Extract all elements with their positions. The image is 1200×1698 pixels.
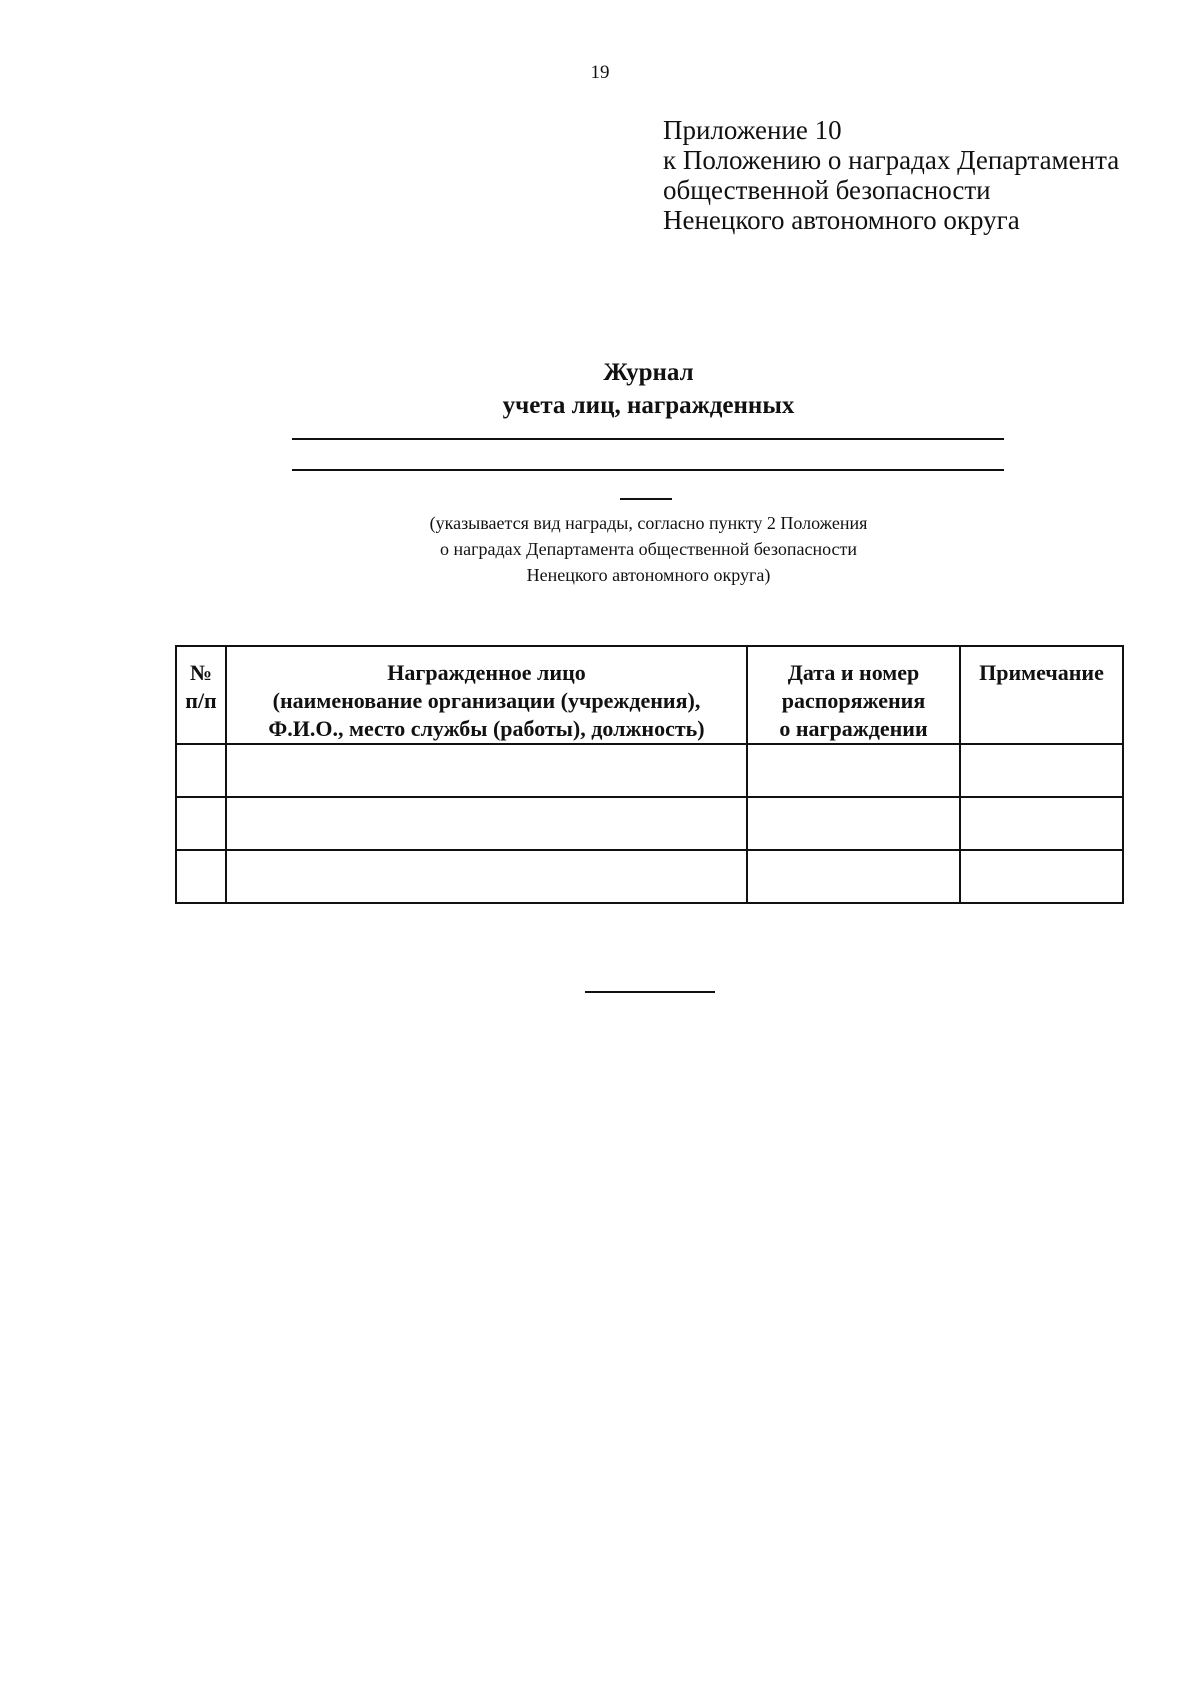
end-divider xyxy=(585,991,715,993)
award-type-hint xyxy=(290,510,1007,588)
table-row xyxy=(176,850,1123,903)
table-row xyxy=(176,744,1123,797)
hint-line: (указывается вид награды, согласно пункту 2 Положения xyxy=(429,513,868,533)
table-cell xyxy=(176,797,226,850)
fill-in-line-2 xyxy=(292,469,1004,471)
table-cell xyxy=(226,850,747,903)
table-cell xyxy=(226,797,747,850)
table-cell xyxy=(176,850,226,903)
table-header-row xyxy=(176,646,1123,744)
appendix-line: Ненецкого автономного округа xyxy=(663,205,1020,235)
header-number: № п/п xyxy=(176,646,226,744)
hint-line: о наградах Департамента общественной безопасности xyxy=(439,539,858,559)
short-divider xyxy=(620,498,672,500)
journal-table xyxy=(175,645,1124,904)
table-row xyxy=(176,797,1123,850)
appendix-line: общественной безопасности xyxy=(663,175,991,205)
table-cell xyxy=(747,797,960,850)
table-cell xyxy=(176,744,226,797)
table-cell xyxy=(747,744,960,797)
appendix-line: к Положению о наградах Департамента xyxy=(663,145,1120,175)
table-cell xyxy=(960,850,1123,903)
header-awardee: Награжденное лицо (наименование организации (учреждения), Ф.И.О., место службы (работы), должность) xyxy=(226,646,747,744)
fill-in-line-1 xyxy=(292,438,1004,440)
hint-line: Ненецкого автономного округа) xyxy=(526,565,771,585)
page-number: 19 xyxy=(590,62,610,83)
appendix-reference xyxy=(663,115,1119,235)
header-date-order: Дата и номер распоряжения о награждении xyxy=(747,646,960,744)
title-line-1: Журнал xyxy=(603,359,694,386)
document-title xyxy=(290,356,1007,422)
title-line-2: учета лиц, награжденных xyxy=(502,392,795,419)
table-cell xyxy=(960,797,1123,850)
appendix-line: Приложение 10 xyxy=(663,115,842,145)
table-cell xyxy=(960,744,1123,797)
table-cell xyxy=(226,744,747,797)
table-cell xyxy=(747,850,960,903)
header-note: Примечание xyxy=(960,646,1123,744)
